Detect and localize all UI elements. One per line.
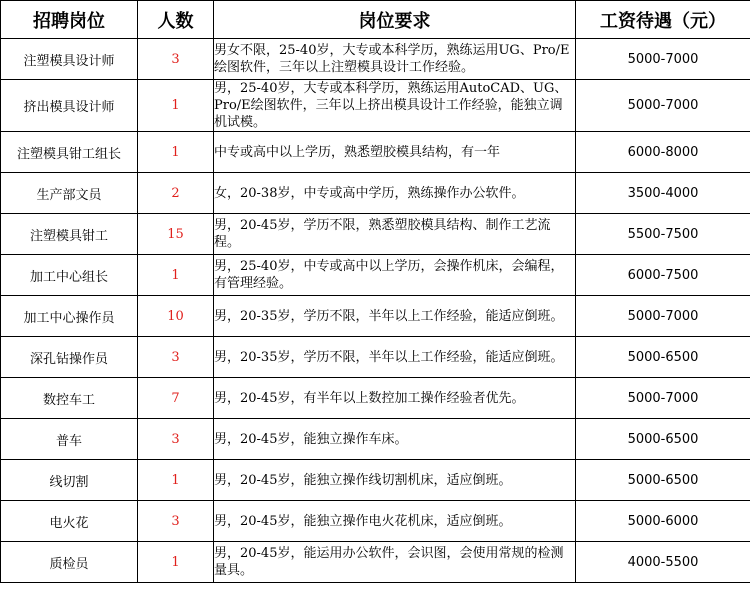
count-cell: 3: [138, 337, 214, 378]
count-cell: 1: [138, 80, 214, 132]
requirements-cell: 男，25-40岁，中专或高中以上学历，会操作机床，会编程，有管理经验。: [214, 255, 576, 296]
salary-cell: 5000-6500: [576, 460, 750, 501]
count-cell: 7: [138, 378, 214, 419]
count-cell: 1: [138, 255, 214, 296]
salary-cell: 5000-7000: [576, 80, 750, 132]
requirements-cell: 男，20-45岁，能独立操作线切割机床，适应倒班。: [214, 460, 576, 501]
count-cell: 1: [138, 542, 214, 583]
header-requirements: 岗位要求: [214, 1, 576, 39]
position-cell: 电火花: [1, 501, 138, 542]
table-row: [1, 39, 750, 80]
requirements-cell: 男，20-35岁，学历不限，半年以上工作经验，能适应倒班。: [214, 337, 576, 378]
position-cell: 注塑模具钳工: [1, 214, 138, 255]
table-row: [1, 296, 750, 337]
count-cell: 15: [138, 214, 214, 255]
header-row: [1, 1, 750, 39]
salary-cell: 5000-7000: [576, 378, 750, 419]
header-position: 招聘岗位: [1, 1, 138, 39]
salary-cell: 6000-7500: [576, 255, 750, 296]
salary-cell: 5000-6500: [576, 419, 750, 460]
position-cell: 注塑模具钳工组长: [1, 132, 138, 173]
position-cell: 普车: [1, 419, 138, 460]
table-row: [1, 501, 750, 542]
position-cell: 数控车工: [1, 378, 138, 419]
count-cell: 3: [138, 39, 214, 80]
requirements-cell: 男，20-45岁，有半年以上数控加工操作经验者优先。: [214, 378, 576, 419]
requirements-cell: 男，25-40岁，大专或本科学历，熟练运用AutoCAD、UG、Pro/E绘图软件，三年以上挤出模具设计工作经验，能独立调机试模。: [214, 80, 576, 132]
table-row: [1, 378, 750, 419]
salary-cell: 5000-6500: [576, 337, 750, 378]
requirements-cell: 中专或高中以上学历，熟悉塑胶模具结构，有一年: [214, 132, 576, 173]
table-row: [1, 80, 750, 132]
salary-cell: 5000-7000: [576, 39, 750, 80]
table-row: [1, 460, 750, 501]
count-cell: 3: [138, 419, 214, 460]
salary-cell: 5000-6000: [576, 501, 750, 542]
requirements-cell: 男，20-45岁，能独立操作车床。: [214, 419, 576, 460]
salary-cell: 5500-7500: [576, 214, 750, 255]
position-cell: 注塑模具设计师: [1, 39, 138, 80]
table-row: [1, 337, 750, 378]
count-cell: 2: [138, 173, 214, 214]
salary-cell: 4000-5500: [576, 542, 750, 583]
table-row: [1, 132, 750, 173]
position-cell: 挤出模具设计师: [1, 80, 138, 132]
table-row: [1, 419, 750, 460]
header-salary: 工资待遇（元）: [576, 1, 750, 39]
count-cell: 3: [138, 501, 214, 542]
table-row: [1, 214, 750, 255]
salary-cell: 3500-4000: [576, 173, 750, 214]
count-cell: 1: [138, 132, 214, 173]
position-cell: 深孔钻操作员: [1, 337, 138, 378]
position-cell: 生产部文员: [1, 173, 138, 214]
position-cell: 线切割: [1, 460, 138, 501]
requirements-cell: 男，20-45岁，能独立操作电火花机床，适应倒班。: [214, 501, 576, 542]
requirements-cell: 女，20-38岁，中专或高中学历，熟练操作办公软件。: [214, 173, 576, 214]
count-cell: 10: [138, 296, 214, 337]
requirements-cell: 男，20-45岁，能运用办公软件，会识图，会使用常规的检测量具。: [214, 542, 576, 583]
table-row: [1, 542, 750, 583]
table-row: [1, 255, 750, 296]
position-cell: 加工中心操作员: [1, 296, 138, 337]
position-cell: 加工中心组长: [1, 255, 138, 296]
position-cell: 质检员: [1, 542, 138, 583]
header-count: 人数: [138, 1, 214, 39]
table-row: [1, 173, 750, 214]
salary-cell: 6000-8000: [576, 132, 750, 173]
count-cell: 1: [138, 460, 214, 501]
requirements-cell: 男女不限，25-40岁，大专或本科学历，熟练运用UG、Pro/E绘图软件，三年以上注塑模具设计工作经验。: [214, 39, 576, 80]
requirements-cell: 男，20-45岁，学历不限，熟悉塑胶模具结构、制作工艺流程。: [214, 214, 576, 255]
salary-cell: 5000-7000: [576, 296, 750, 337]
requirements-cell: 男，20-35岁，学历不限，半年以上工作经验，能适应倒班。: [214, 296, 576, 337]
